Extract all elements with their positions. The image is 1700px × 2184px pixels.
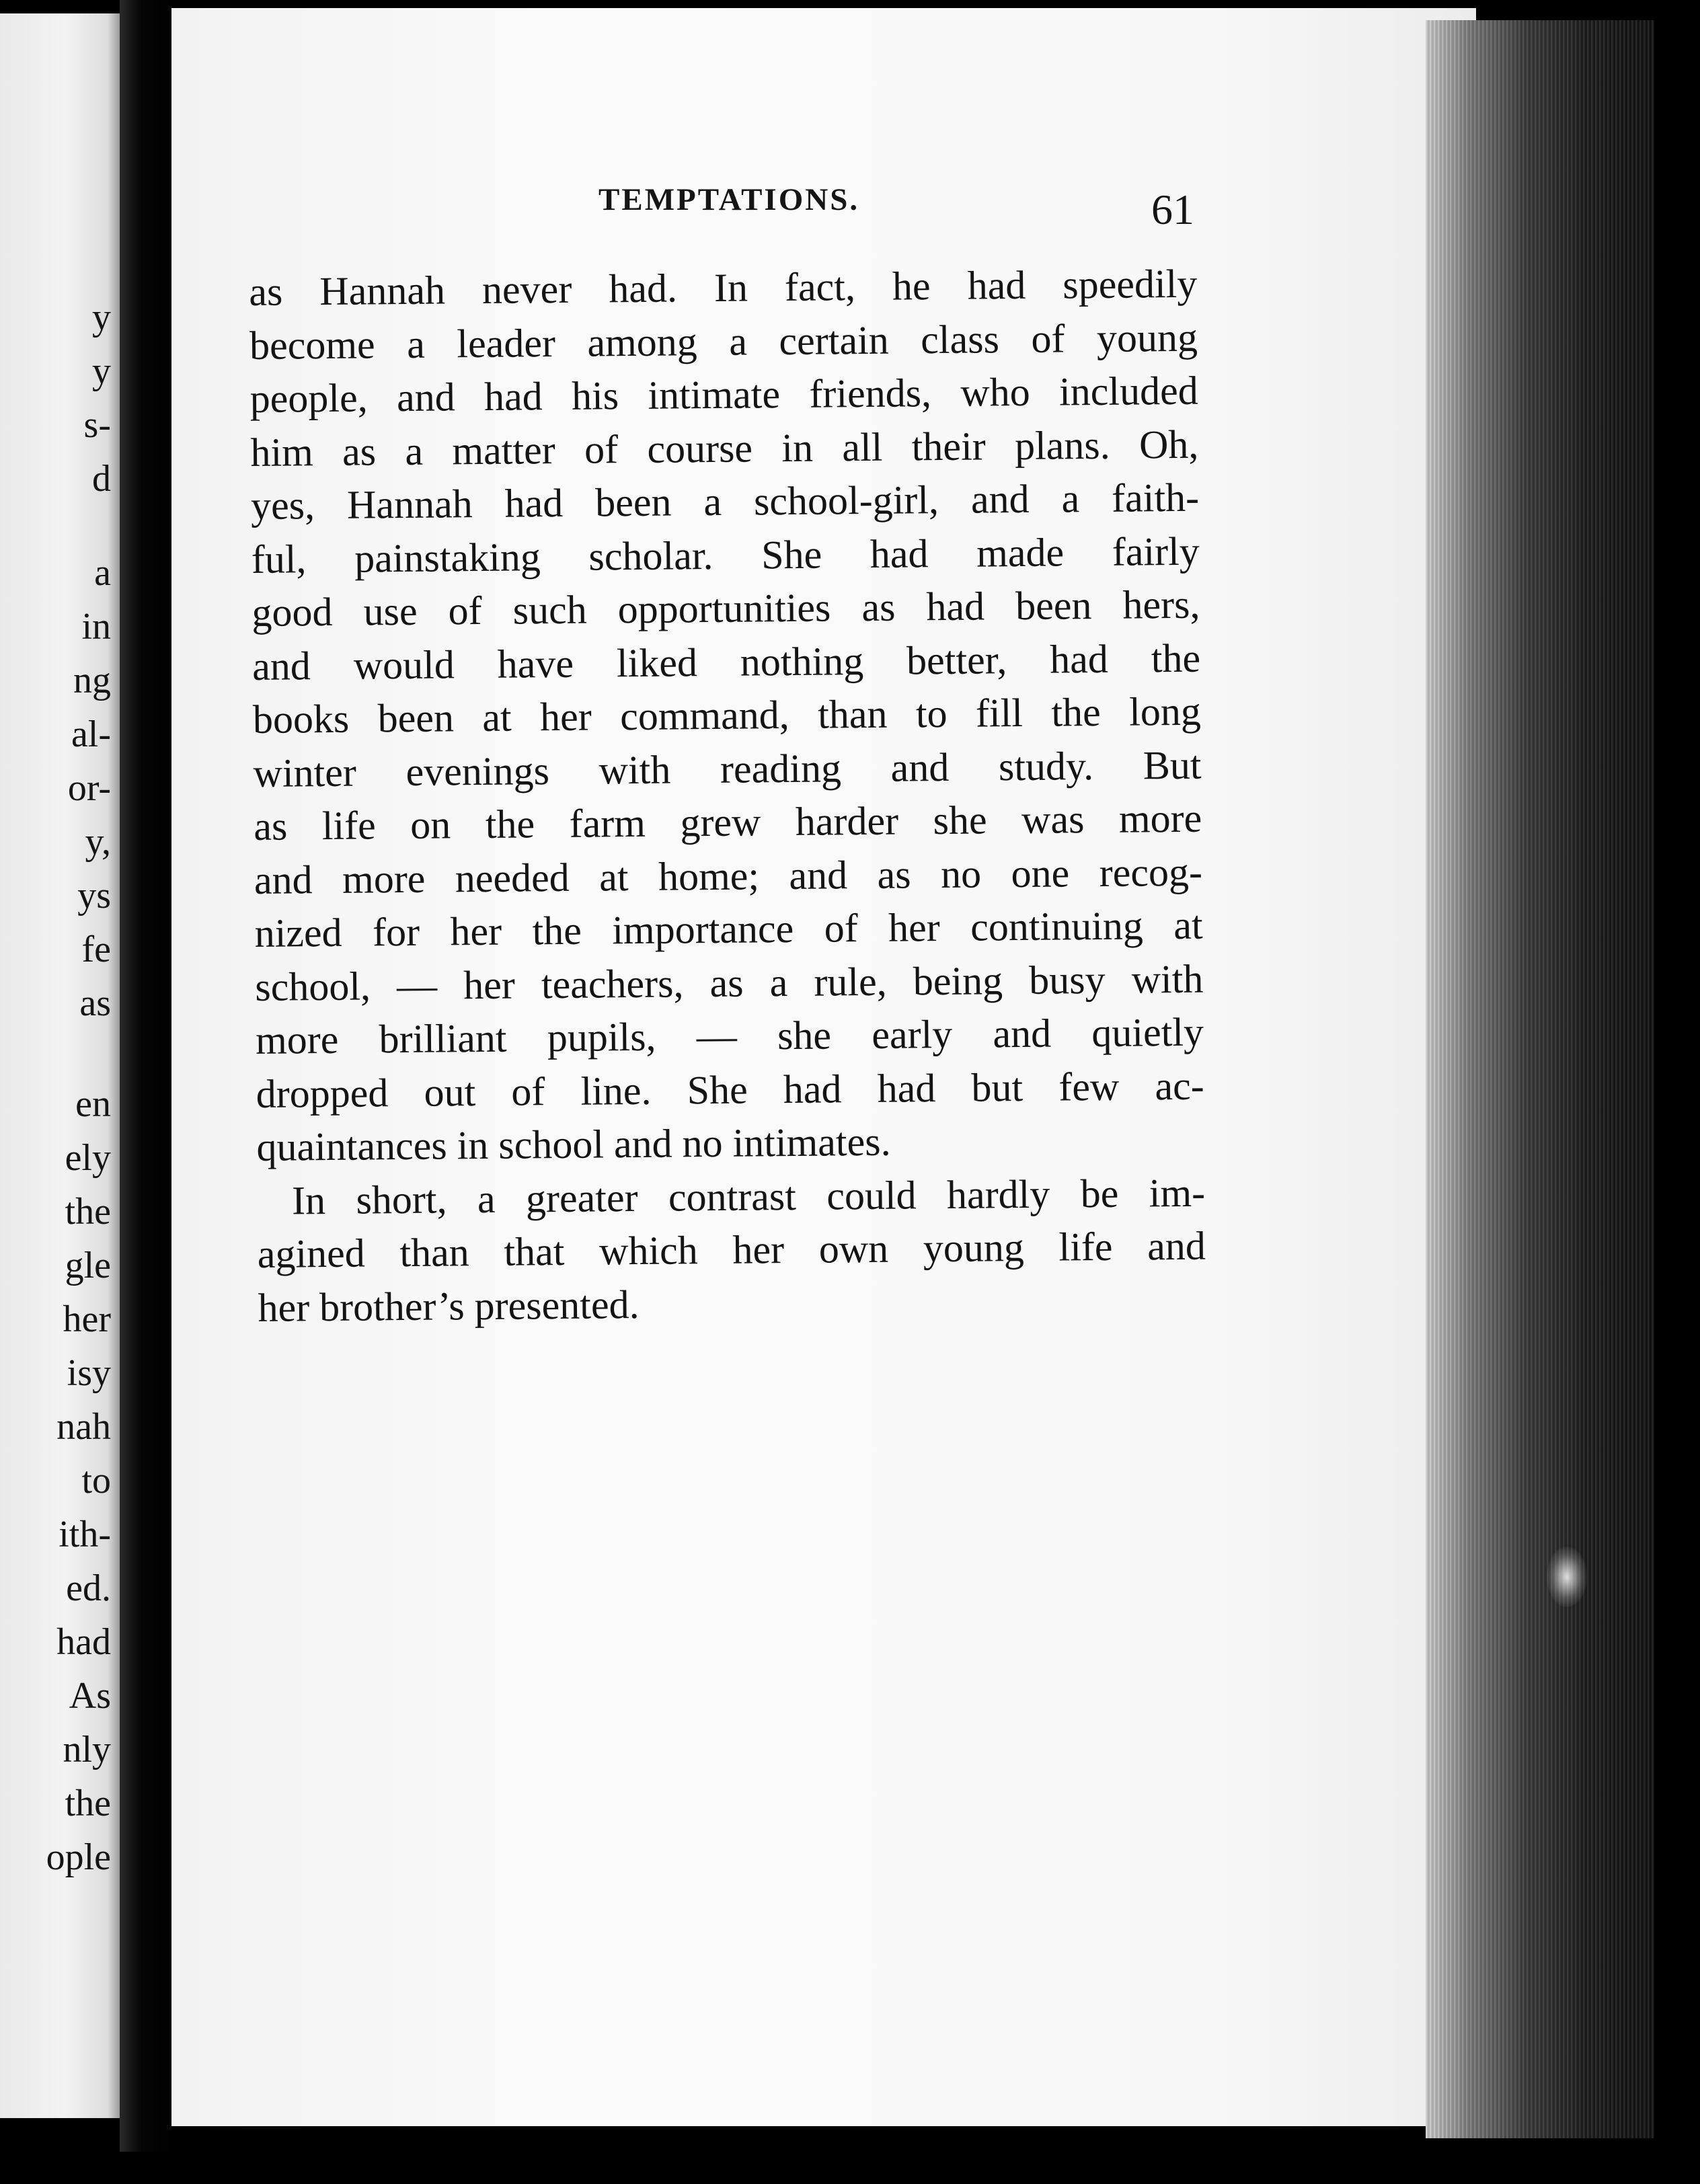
left-page-fragment: ith- <box>59 1514 111 1555</box>
text-line: books been at her command, than to fill the long <box>252 689 1202 742</box>
page-block-edge <box>1426 20 1654 2138</box>
book-gutter <box>120 0 175 2152</box>
text-line: nized for her the importance of her continuing at <box>254 902 1203 956</box>
left-page-fragment: y <box>92 297 111 338</box>
page-number: 61 <box>1151 186 1194 233</box>
left-page-fragment: d <box>92 458 111 500</box>
left-page-fragment: had <box>56 1621 111 1663</box>
text-line: as Hannah never had. In fact, he had speedily <box>249 261 1198 314</box>
text-line: and more needed at home; and as no one recog- <box>254 849 1203 902</box>
running-head: TEMPTATIONS. <box>598 182 860 217</box>
text-line: dropped out of line. She had had but few ac- <box>256 1063 1204 1116</box>
left-page-fragment: ely <box>65 1137 111 1179</box>
left-page-fragment: gle <box>65 1245 111 1286</box>
text-line: him as a matter of course in all their plans. Oh, <box>250 422 1199 475</box>
left-page-fragment: ed. <box>66 1567 111 1609</box>
text-line: people, and had his intimate friends, who included <box>249 368 1198 421</box>
left-page-fragment: or- <box>67 767 111 809</box>
left-page-fragment: her <box>63 1298 111 1340</box>
text-line: ful, painstaking scholar. She had made fairly <box>251 529 1200 582</box>
left-page-fragment: ople <box>46 1836 111 1878</box>
text-line: quaintances in school and no intimates. <box>256 1119 891 1169</box>
left-page-fragment: a <box>94 552 111 594</box>
text-line: more brilliant pupils, — she early and quietly <box>255 1009 1204 1062</box>
text-line: and would have liked nothing better, had the <box>252 635 1201 689</box>
text-line: winter evenings with reading and study. But <box>253 742 1202 795</box>
text-line: good use of such opportunities as had been hers, <box>252 582 1200 635</box>
left-page-fragment: nah <box>56 1406 111 1448</box>
light-glare <box>1547 1547 1587 1607</box>
text-line: school, — her teachers, as a rule, being busy with <box>255 956 1204 1009</box>
left-page-fragment: the <box>65 1783 111 1824</box>
left-page-fragment: al- <box>71 713 111 755</box>
left-page-fragment: as <box>79 982 111 1024</box>
body-text <box>249 258 1206 1335</box>
left-page-fragment: s- <box>83 404 111 446</box>
text-line: yes, Hannah had been a school-girl, and a faith- <box>250 475 1200 528</box>
left-page-fragment: en <box>75 1083 111 1125</box>
left-page-fragment: ng <box>73 660 111 701</box>
left-page-fragment: y, <box>85 821 111 863</box>
left-facing-page <box>0 13 120 2118</box>
left-page-fragment: in <box>81 606 111 648</box>
left-page-fragment: As <box>69 1675 111 1717</box>
text-line: become a leader among a certain class of young <box>249 315 1198 368</box>
left-page-fragment: y <box>92 350 111 392</box>
left-page-fragment: ys <box>77 875 111 916</box>
left-page-fragment: fe <box>81 929 111 970</box>
paragraph-first-line: In short, a greater contrast could hardly be im- <box>291 1170 1206 1222</box>
text-line: her brother’s presented. <box>258 1282 640 1330</box>
left-page-fragment: to <box>81 1460 111 1502</box>
left-page-fragment: nly <box>63 1729 111 1770</box>
left-page-fragment: isy <box>67 1352 111 1394</box>
left-page-fragment: the <box>65 1191 111 1233</box>
text-line: as life on the farm grew harder she was more <box>253 795 1202 849</box>
text-line: agined than that which her own young life and <box>257 1223 1206 1276</box>
